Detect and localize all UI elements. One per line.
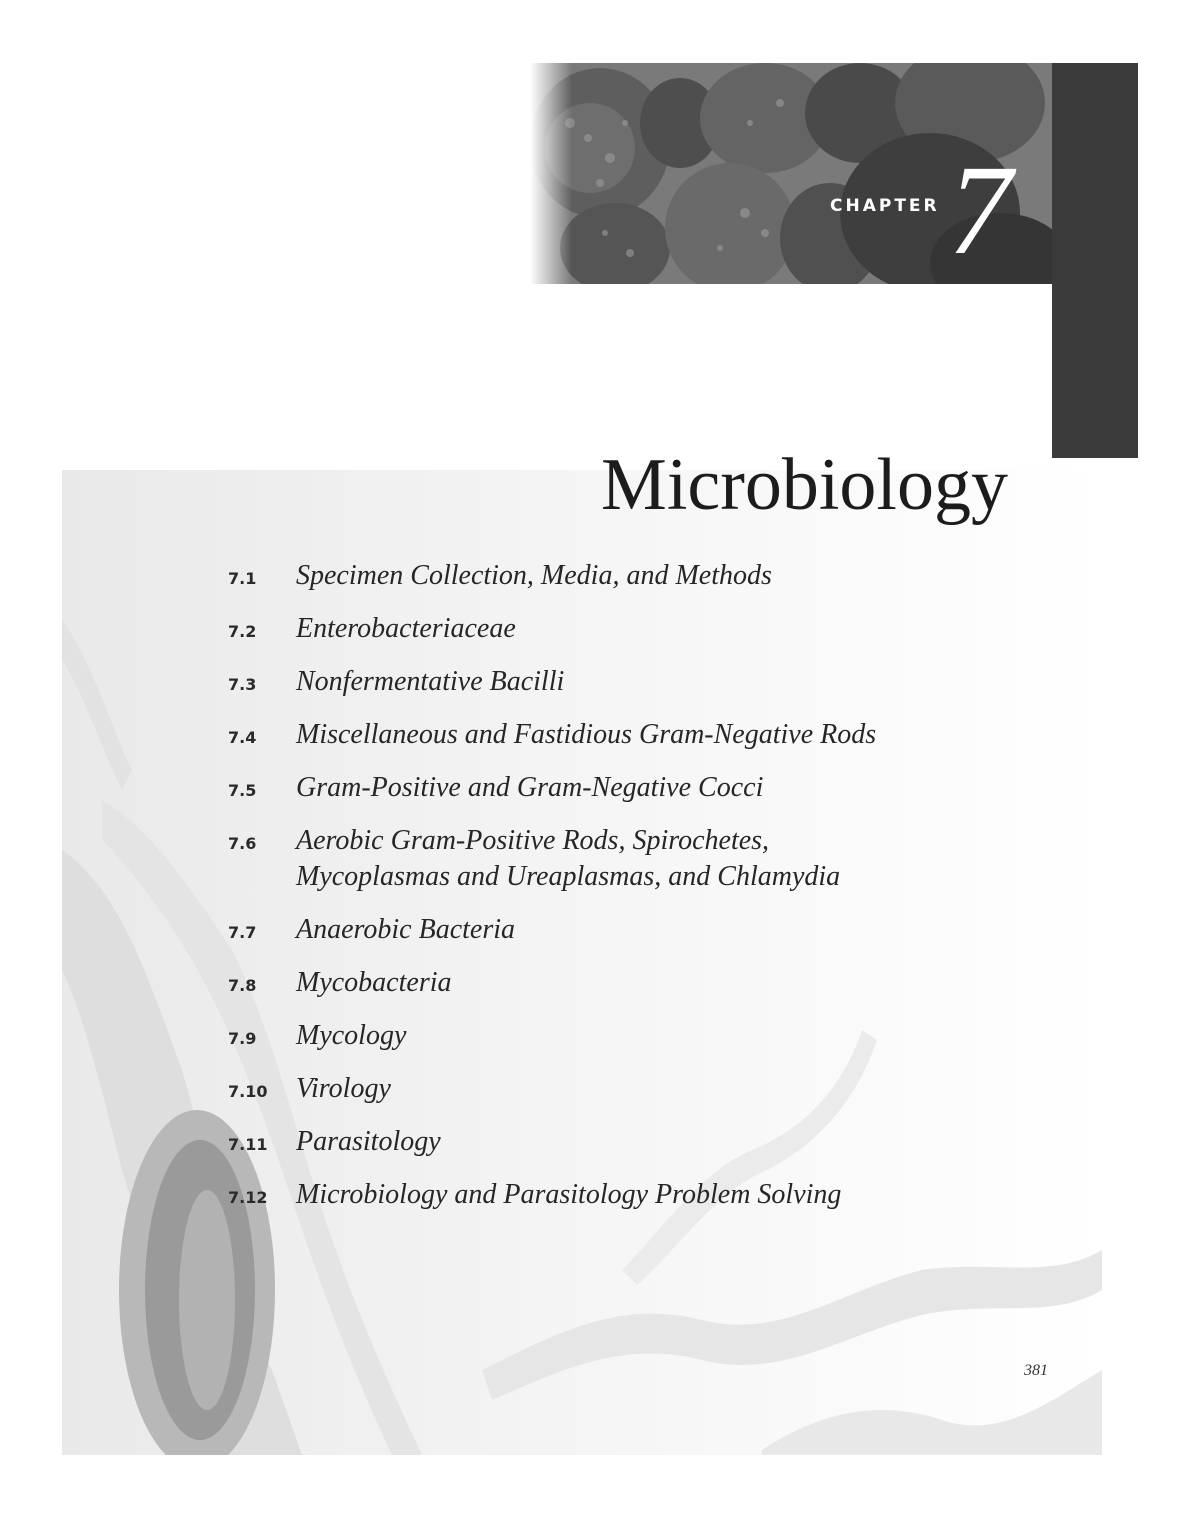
chapter-side-tab: [1052, 63, 1138, 458]
toc-section-title: Mycology: [296, 1020, 407, 1051]
toc-section-title: Enterobacteriaceae: [296, 613, 516, 644]
toc-section-title: Microbiology and Parasitology Problem Solving: [296, 1179, 842, 1210]
toc-section-title: Parasitology: [296, 1126, 441, 1157]
toc-item: [228, 611, 988, 647]
toc-section-title: Gram-Positive and Gram-Negative Cocci: [296, 772, 764, 803]
toc-section-title: Mycobacteria: [296, 967, 452, 998]
toc-section-number: 7.10: [228, 1082, 268, 1101]
toc-item: [228, 1124, 988, 1160]
chapter-label: CHAPTER: [830, 196, 940, 216]
toc-section-title: Miscellaneous and Fastidious Gram-Negative Rods: [296, 719, 877, 750]
toc-section-number: 7.3: [228, 675, 257, 694]
toc-section-number: 7.8: [228, 976, 257, 995]
toc-item: [228, 770, 988, 806]
toc-item: [228, 965, 988, 1001]
toc-section-number: 7.7: [228, 923, 257, 942]
toc-item: [228, 1177, 988, 1213]
chapter-title: Microbiology: [601, 443, 1008, 526]
toc-section-title: Specimen Collection, Media, and Methods: [296, 560, 772, 591]
toc-section-number: 7.5: [228, 781, 257, 800]
toc-section-title: Virology: [296, 1073, 391, 1104]
toc-section-number: 7.1: [228, 569, 257, 588]
table-of-contents: [228, 558, 988, 1230]
toc-section-number: 7.6: [228, 834, 257, 853]
toc-item: [228, 823, 988, 895]
toc-item: [228, 1071, 988, 1107]
page-number: 381: [1024, 1362, 1048, 1379]
toc-item: [228, 664, 988, 700]
toc-section-number: 7.4: [228, 728, 257, 747]
toc-section-title: Anaerobic Bacteria: [296, 914, 516, 945]
toc-item: [228, 1018, 988, 1054]
toc-item: [228, 912, 988, 948]
toc-section-number: 7.11: [228, 1135, 268, 1154]
chapter-number: 7: [948, 139, 1012, 281]
toc-section-title: Nonfermentative Bacilli: [296, 666, 565, 697]
toc-section-number: 7.9: [228, 1029, 257, 1048]
toc-item: [228, 717, 988, 753]
toc-section-number: 7.2: [228, 622, 257, 641]
toc-section-number: 7.12: [228, 1188, 268, 1207]
toc-section-title: Aerobic Gram-Positive Rods, Spirochetes, Mycoplasmas and Ureaplasmas, and Chlamydia: [296, 825, 841, 892]
toc-item: [228, 558, 988, 594]
